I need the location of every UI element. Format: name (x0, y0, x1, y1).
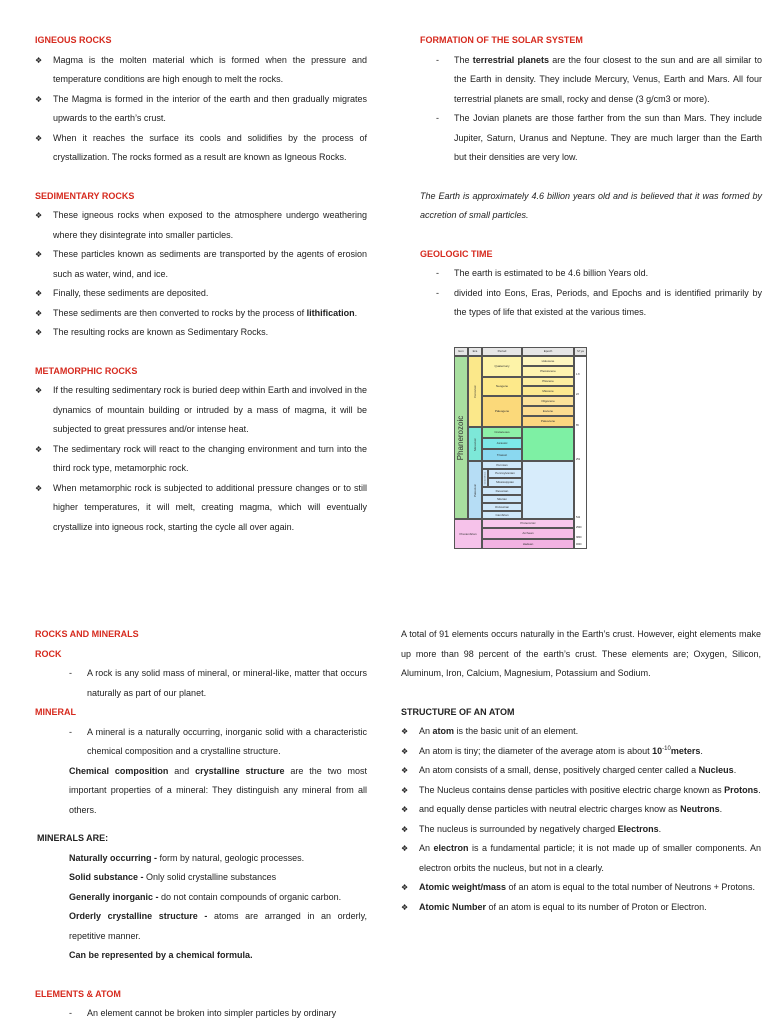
mineral-prop: Solid substance - Only solid crystalline substances (69, 872, 277, 882)
epoch-miocene: Miocene (522, 386, 574, 396)
solar-heading: FORMATION OF THE SOLAR SYSTEM (420, 35, 583, 45)
geologic-item: - divided into Eons, Eras, Periods, and Epochs and is identified primarily by the types of life that existed at the various times. (420, 284, 762, 323)
metamorphic-item: ❖ The sedimentary rock will react to the changing environment and turn into the third rock type, metamorphic rock. (35, 440, 367, 479)
mineral-prop: Naturally occurring - form by natural, geologic processes. (69, 852, 305, 863)
era-carboniferous: Carboniferous (482, 469, 488, 487)
solar-item: - The terrestrial planets are the four closest to the sun and are all similar to the Earth in density. They include Mercury, Venus, Earth and Mars. All four terrestrial planets are small, rocky and dense (3 g/cm3 or more). (420, 51, 762, 110)
header-epoch: Epoch (522, 347, 574, 356)
period-paleogene: Paleogene (482, 396, 522, 427)
solar-item: - The Jovian planets are those farther from the sun than Mars. They include Jupiter, Saturn, Uranus and Neptune. They are much larger than the Earth but their densities are very low. (420, 109, 762, 168)
period-cretaceous: Cretaceous (482, 427, 522, 438)
tick: 65 (576, 424, 579, 427)
period-neogene: Neogene (482, 377, 522, 396)
paleozoic-fill (522, 461, 574, 519)
left-column-top (35, 31, 367, 537)
atom-item: ❖ Atomic Number of an atom is equal to its number of Proton or Electron. (401, 898, 761, 918)
sedimentary-item: ❖ These sediments are then converted to rocks by the process of lithification. (35, 304, 367, 324)
atom-item: ❖ An atom is tiny; the diameter of the average atom is about $10^{-10}meters$. (401, 742, 761, 762)
geologic-heading: GEOLOGIC TIME (420, 248, 493, 259)
period-triassic: Triassic (482, 449, 522, 461)
pre-hadean: Hadean (482, 539, 574, 549)
right-column-top (420, 31, 762, 323)
elements-paragraph: A total of 91 elements occurs naturally in the Earth’s crust. However, eight elements make up more than 98 percent of the earth’s crust. These elements are; Oxygen, Silicon, Aluminum, Iron, Calcium, Magnesium, Potassium and Sodium. (401, 629, 761, 678)
atom-item: ❖ The nucleus is surrounded by negatively charged Electrons. (401, 820, 761, 840)
rock-heading: ROCK (35, 648, 62, 659)
element-definition: - An element cannot be broken into simpler particles by ordinary (35, 1004, 367, 1024)
earth-age-note: The Earth is approximately 4.6 billion years old and is believed that it was formed by accretion of small particles. (420, 190, 762, 220)
header-eon: Eon (454, 347, 468, 356)
header-mya: M ya (574, 347, 587, 356)
atom-item: ❖ and equally dense particles with neutral electric charges know as Neutrons. (401, 800, 761, 820)
right-column-bottom (401, 625, 761, 917)
metamorphic-item: ❖ When metamorphic rock is subjected to additional pressure changes or to still higher temperatures, it will melt, creating magma, which will eventually crystallize into igneous rock, starting the cycle all over again. (35, 479, 367, 538)
period-quaternary: Quaternary (482, 356, 522, 377)
metamorphic-heading: METAMORPHIC ROCKS (35, 365, 138, 376)
pre-archean: Archean (482, 528, 574, 539)
sedimentary-item: ❖ Finally, these sediments are deposited. (35, 284, 367, 304)
pre-proterozoic: Proterozoic (482, 519, 574, 528)
tick: 23 (576, 393, 579, 396)
header-period: Period (482, 347, 522, 356)
era-mesozoic: Mesozoic (468, 427, 482, 461)
period-pennsylvanian: Pennsylvanian (488, 469, 522, 478)
eon-phanerozoic: Phanerozoic (454, 356, 468, 519)
mya-column (574, 356, 587, 549)
sedimentary-item: ❖ These particles known as sediments are transported by the agents of erosion such as water, wind, and ice. (35, 245, 367, 284)
rock-definition: - A rock is any solid mass of mineral, or mineral-like, matter that occurs naturally as part of our planet. (35, 664, 367, 703)
atom-item: ❖ The Nucleus contains dense particles with positive electric charge known as Protons. (401, 781, 761, 801)
geologic-item: - The earth is estimated to be 4.6 billion Years old. (420, 264, 762, 284)
epoch-oligocene: Oligocene (522, 396, 574, 406)
atom-item: ❖ Atomic weight/mass of an atom is equal to the total number of Neutrons + Protons. (401, 878, 761, 898)
mineral-prop: Generally inorganic - do not contain compounds of organic carbon. (69, 891, 342, 902)
elements-atom-heading: ELEMENTS & ATOM (35, 988, 121, 999)
epoch-pleistocene: Pleistocene (522, 366, 574, 377)
metamorphic-item: ❖ If the resulting sedimentary rock is buried deep within Earth and involved in the dynamics of mountain building or intruded by a mass of magma, it will be subjected to great pressures and/or intense heat. (35, 381, 367, 440)
period-jurassic: Jurassic (482, 438, 522, 449)
atom-item: ❖ An atom consists of a small, dense, positively charged center called a Nucleus. (401, 761, 761, 781)
eon-precambrian: Precambrian (454, 519, 482, 549)
period-devonian: Devonian (482, 487, 522, 495)
epoch-holocene: Holocene (522, 356, 574, 366)
period-cambrian: Cambrian (482, 511, 522, 519)
period-ordovician: Ordovician (482, 503, 522, 511)
era-paleozoic: Paleozoic (468, 461, 482, 519)
igneous-item: ❖ Magma is the molten material which is formed when the pressure and temperature conditions are high enough to melt the rocks. (35, 51, 367, 90)
structure-heading: STRUCTURE OF AN ATOM (401, 706, 515, 717)
igneous-item: ❖ When it reaches the surface its cools and solidifies by the process of crystallization. The rocks formed as a result are known as Igneous Rocks. (35, 129, 367, 168)
period-permian: Permian (482, 461, 522, 469)
left-column-bottom (35, 625, 367, 1024)
igneous-heading: IGNEOUS ROCKS (35, 35, 112, 45)
tick: 251 (576, 458, 581, 461)
tick: 4600 (576, 543, 582, 546)
mesozoic-fill (522, 427, 574, 461)
sedimentary-heading: SEDIMENTARY ROCKS (35, 190, 135, 201)
mineral-properties-note: Chemical composition and crystalline structure are the two most important properties of a mineral: They distinguish any mineral from all others. (69, 765, 367, 815)
mineral-prop: Orderly crystalline structure - atoms are arranged in an orderly, repetitive manner. (69, 911, 367, 941)
era-cenozoic: Cenozoic (468, 356, 482, 427)
mineral-heading: MINERAL (35, 707, 76, 717)
sedimentary-item: ❖ The resulting rocks are known as Sedimentary Rocks. (35, 323, 367, 343)
header-era: Era (468, 347, 482, 356)
sedimentary-item: ❖ These igneous rocks when exposed to the atmosphere undergo weathering where they disintegrate into smaller particles. (35, 206, 367, 245)
mineral-definition: - A mineral is a naturally occurring, inorganic solid with a characteristic chemical composition and a crystalline structure. (35, 723, 367, 762)
atom-item: ❖ An electron is a fundamental particle; it is not made up of smaller components. An electron orbits the nucleus, but not in a clearly. (401, 839, 761, 878)
minerals-are-heading: MINERALS ARE: (37, 833, 109, 843)
rocks-minerals-heading: ROCKS AND MINERALS (35, 629, 139, 639)
tick: 542 (576, 516, 581, 519)
atom-item: ❖ An atom is the basic unit of an element. (401, 722, 761, 742)
geologic-time-table (454, 347, 587, 549)
tick: 1.8 (576, 373, 580, 376)
tick: 2500 (576, 526, 582, 529)
tick: 3800 (576, 536, 582, 539)
igneous-item: ❖ The Magma is formed in the interior of the earth and then gradually migrates upwards to the earth’s crust. (35, 90, 367, 129)
epoch-eocene: Eocene (522, 406, 574, 416)
period-mississippian: Mississippian (488, 478, 522, 487)
epoch-pliocene: Pliocene (522, 377, 574, 386)
period-silurian: Silurian (482, 495, 522, 503)
epoch-paleocene: Paleocene (522, 416, 574, 427)
mineral-prop: Can be represented by a chemical formula. (69, 950, 253, 960)
